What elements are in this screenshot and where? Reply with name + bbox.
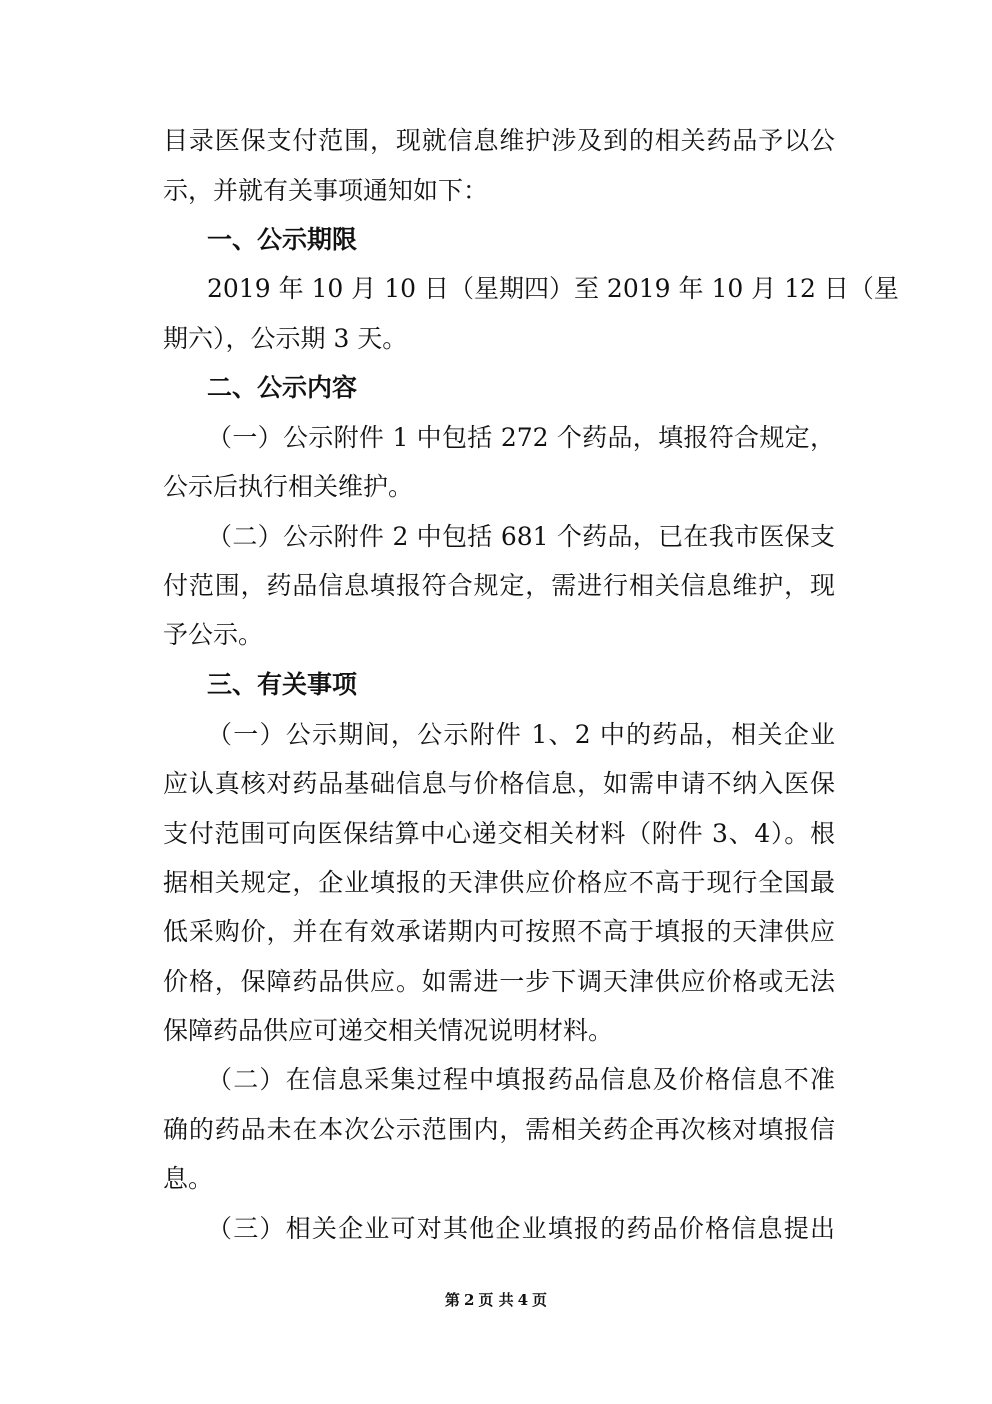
footer-suffix: 页 <box>532 1291 548 1309</box>
body-line: 公示后执行相关维护。 <box>163 472 414 501</box>
body-line: 保障药品供应可递交相关情况说明材料。 <box>163 1016 614 1045</box>
body-line: 2019 年 10 月 10 日（星期四）至 2019 年 10 月 12 日（星 <box>207 274 899 303</box>
body-line: 予公示。 <box>163 620 264 649</box>
body-line: （一）公示期间，公示附件 1、2 中的药品，相关企业 <box>207 720 835 749</box>
body-line: 应认真核对药品基础信息与价格信息，如需申请不纳入医保 <box>163 769 835 798</box>
body-line: 付范围，药品信息填报符合规定，需进行相关信息维护，现 <box>163 571 835 600</box>
body-line: 目录医保支付范围，现就信息维护涉及到的相关药品予以公 <box>163 126 835 155</box>
body-line: 据相关规定，企业填报的天津供应价格应不高于现行全国最 <box>163 868 835 897</box>
body-line: （三）相关企业可对其他企业填报的药品价格信息提出 <box>207 1214 835 1243</box>
body-line: 价格，保障药品供应。如需进一步下调天津供应价格或无法 <box>163 967 835 996</box>
body-line: 支付范围可向医保结算中心递交相关材料（附件 3、4）。根 <box>163 819 835 848</box>
body-line: 示，并就有关事项通知如下： <box>163 176 489 205</box>
body-line: 期六），公示期 3 天。 <box>163 324 408 353</box>
body-line: （二）公示附件 2 中包括 681 个药品，已在我市医保支 <box>207 522 835 551</box>
section-heading: 三、有关事项 <box>207 670 358 699</box>
body-line: 低采购价，并在有效承诺期内可按照不高于填报的天津供应 <box>163 917 835 946</box>
body-line: 息。 <box>163 1164 214 1193</box>
body-line: （一）公示附件 1 中包括 272 个药品，填报符合规定， <box>207 423 835 452</box>
footer-middle: 页 共 <box>478 1291 514 1309</box>
section-heading: 二、公示内容 <box>207 373 358 402</box>
footer-total-pages: 4 <box>517 1291 529 1309</box>
footer-page-number: 2 <box>463 1291 475 1309</box>
section-heading: 一、公示期限 <box>207 225 358 254</box>
body-line: （二）在信息采集过程中填报药品信息及价格信息不准 <box>207 1065 835 1094</box>
body-line: 确的药品未在本次公示范围内，需相关药企再次核对填报信 <box>163 1115 835 1144</box>
page-number-footer <box>0 1290 992 1310</box>
footer-prefix: 第 <box>444 1291 460 1309</box>
